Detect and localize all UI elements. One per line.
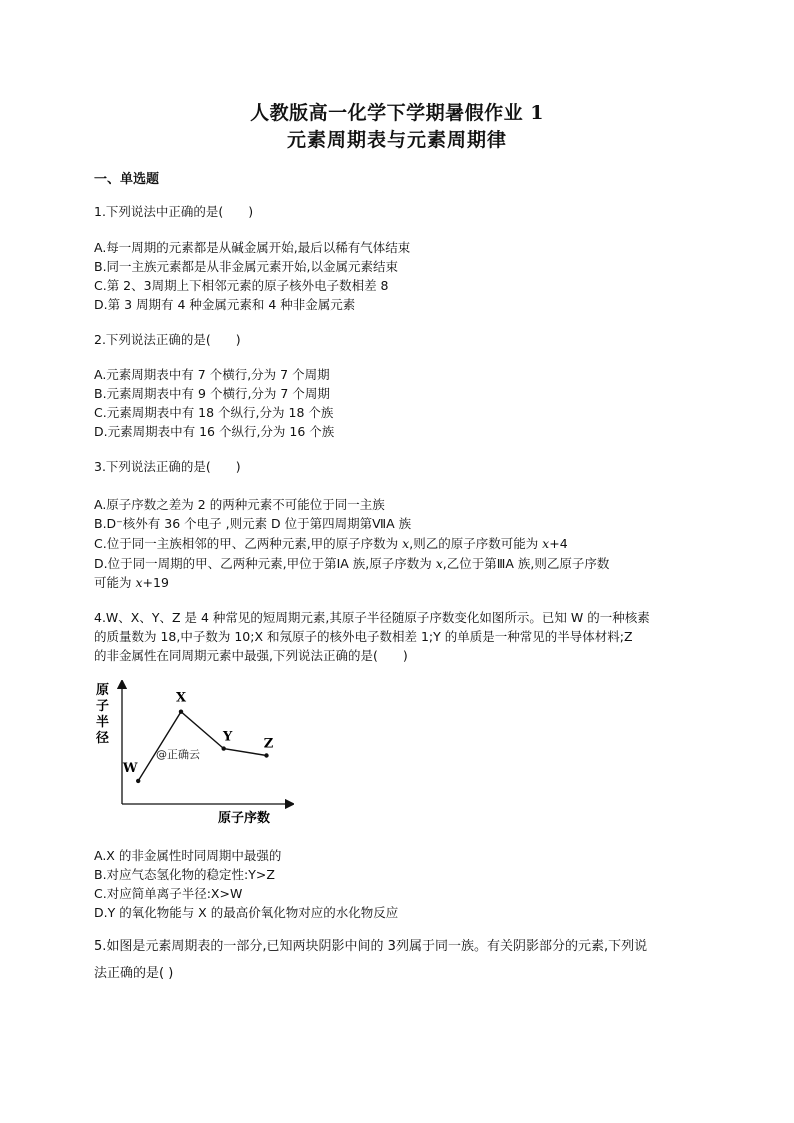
q3-d-text-3: 可能为 xyxy=(94,575,136,590)
q3-option-b: B.D⁻核外有 36 个电子 ,则元素 D 位于第四周期第ⅦA 族 xyxy=(94,516,412,531)
q1-option-c: C.第 2、3周期上下相邻元素的原子核外电子数相差 8 xyxy=(94,278,389,293)
y-axis-label xyxy=(95,682,109,746)
data-point-x xyxy=(179,710,183,714)
atomic-radius-chart xyxy=(94,680,294,830)
q1-stem: 1.下列说法中正确的是( ) xyxy=(94,204,254,219)
y-axis-label-char: 子 xyxy=(96,699,110,714)
q3-option-d-line1 xyxy=(94,555,609,573)
q3-d-var-1: x xyxy=(435,556,443,571)
q3-d-text-4: +19 xyxy=(142,575,169,590)
q3-c-var-1: x xyxy=(402,536,410,551)
document-title: 人教版高一化学下学期暑假作业 1 xyxy=(250,102,544,124)
y-axis-label-char: 半 xyxy=(96,715,110,730)
q2-option-d: D.元素周期表中有 16 个纵行,分为 16 个族 xyxy=(94,424,335,439)
q4-option-b: B.对应气态氢化物的稳定性:Y>Z xyxy=(94,867,275,882)
q1-option-a: A.每一周期的元素都是从碱金属开始,最后以稀有气体结束 xyxy=(94,240,411,255)
document-subtitle: 元素周期表与元素周期律 xyxy=(286,129,507,151)
data-label-y: Y xyxy=(223,729,233,745)
q1-option-b: B.同一主族元素都是从非金属元素开始,以金属元素结束 xyxy=(94,259,399,274)
q2-option-b: B.元素周期表中有 9 个横行,分为 7 个周期 xyxy=(94,386,330,401)
q4-stem-line1: 4.W、X、Y、Z 是 4 种常见的短周期元素,其原子半径随原子序数变化如图所示。已知 W 的一种核素 xyxy=(94,610,650,625)
series-line xyxy=(138,712,266,781)
q2-option-a: A.元素周期表中有 7 个横行,分为 7 个周期 xyxy=(94,367,330,382)
q4-option-a: A.X 的非金属性时同周期中最强的 xyxy=(94,848,282,863)
q3-d-text-2: ,乙位于第ⅢA 族,则乙原子序数 xyxy=(442,556,610,571)
q3-c-text-2: ,则乙的原子序数可能为 xyxy=(409,536,543,551)
data-point-w xyxy=(136,779,140,783)
q3-c-text-1: C.位于同一主族相邻的甲、乙两种元素,甲的原子序数为 xyxy=(94,536,403,551)
q4-option-c: C.对应简单离子半径:X>W xyxy=(94,886,243,901)
section-heading: 一、单选题 xyxy=(94,172,160,187)
q1-option-d: D.第 3 周期有 4 种金属元素和 4 种非金属元素 xyxy=(94,297,356,312)
q5-stem-line2: 法正确的是( ) xyxy=(94,966,174,981)
q3-d-var-2: x xyxy=(135,575,143,590)
q4-option-d: D.Y 的氧化物能与 X 的最高价氧化物对应的水化物反应 xyxy=(94,905,399,920)
data-label-z: Z xyxy=(263,736,274,752)
q3-option-a: A.原子序数之差为 2 的两种元素不可能位于同一主族 xyxy=(94,497,385,512)
q2-stem: 2.下列说法正确的是( ) xyxy=(94,332,241,347)
q5-stem-line1: 5.如图是元素周期表的一部分,已知两块阴影中间的 3列属于同一族。有关阴影部分的元素,下列说 xyxy=(94,939,648,954)
x-axis-label: 原子序数 xyxy=(217,811,271,826)
q3-stem: 3.下列说法正确的是( ) xyxy=(94,459,241,474)
y-axis-label-char: 原 xyxy=(96,683,110,698)
data-point-y xyxy=(222,746,226,750)
q3-option-d-line2 xyxy=(94,574,169,592)
q3-c-var-2: x xyxy=(542,536,550,551)
data-point-z xyxy=(264,753,268,757)
q4-stem-line2: 的质量数为 18,中子数为 10;X 和氖原子的核外电子数相差 1;Y 的单质是一种常见的半导体材料;Z xyxy=(94,629,633,644)
q2-option-c: C.元素周期表中有 18 个纵行,分为 18 个族 xyxy=(94,405,334,420)
q3-c-text-3: +4 xyxy=(549,536,568,551)
watermark-text: @正确云 xyxy=(156,748,200,761)
q3-d-text-1: D.位于同一周期的甲、乙两种元素,甲位于第ⅠA 族,原子序数为 xyxy=(94,556,436,571)
q4-stem-line3: 的非金属性在同周期元素中最强,下列说法正确的是( ) xyxy=(94,648,408,663)
data-label-w: W xyxy=(122,760,138,776)
q3-option-c xyxy=(94,535,568,553)
y-axis-label-char: 径 xyxy=(96,731,110,746)
data-label-x: X xyxy=(175,690,187,706)
